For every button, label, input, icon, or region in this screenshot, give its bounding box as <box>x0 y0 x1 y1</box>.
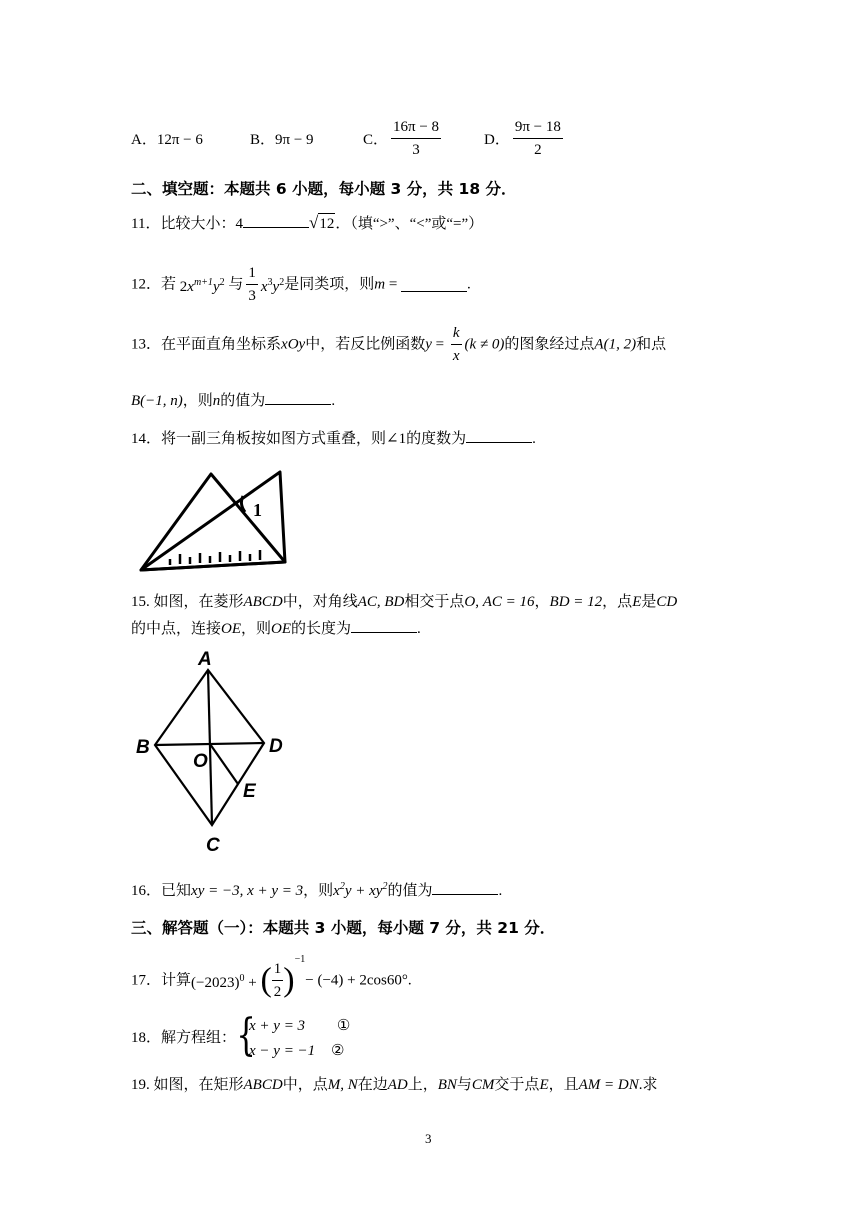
segment-oe-line <box>210 744 238 784</box>
question-number: 17． <box>131 972 162 989</box>
denominator: x <box>452 348 460 364</box>
question-text: 中，对角线 <box>282 594 358 610</box>
equation-2 <box>249 1041 344 1061</box>
question-text: ，则 <box>241 621 272 637</box>
question-text: 交于点 <box>494 1077 540 1093</box>
denominator: 2 <box>273 984 282 1001</box>
period: . <box>407 972 412 989</box>
question-text: 解方程组： <box>161 1030 237 1046</box>
equation-1-text: x + y = 3 <box>249 1018 306 1034</box>
option-b-label: B． <box>250 132 276 148</box>
coordinate-system: xOy <box>281 336 306 353</box>
equation-2-text: x − y = −1 <box>249 1043 316 1059</box>
option-c <box>363 116 444 161</box>
variable-n: n <box>212 393 221 409</box>
question-number: 13． <box>131 336 162 353</box>
vertex-d-label: D <box>269 736 283 757</box>
term-2: $x^3y^2$ <box>260 276 285 295</box>
question-text: 的图象经过点 <box>504 336 595 353</box>
option-a-label: A． <box>131 132 157 148</box>
question-text: ，点 <box>602 594 633 610</box>
exponent-neg1: −1 <box>294 954 306 965</box>
point-e-label: E <box>243 781 256 802</box>
points-mn: M, N <box>327 1077 358 1093</box>
period: . <box>331 393 336 409</box>
angle-1-label: 1 <box>253 500 262 520</box>
question-text: 若 <box>161 276 177 293</box>
question-text: 的长度为 <box>291 621 352 637</box>
radicand: 12 <box>318 213 335 234</box>
option-d-numerator: 9π − 18 <box>513 116 563 139</box>
answer-blank[interactable] <box>243 213 309 228</box>
option-d-denominator: 2 <box>534 142 542 158</box>
equals-sign: = <box>385 276 402 293</box>
option-d <box>484 116 566 161</box>
point-o: O <box>464 594 476 610</box>
answer-blank[interactable] <box>351 618 417 633</box>
ac-length: AC = 16 <box>482 594 535 610</box>
question-text: .求 <box>638 1077 658 1093</box>
option-b <box>250 128 314 149</box>
q13-fraction <box>451 322 462 367</box>
question-text: 的中点，连接 <box>131 621 222 637</box>
question-number: 14． <box>131 431 162 447</box>
page-number: 3 <box>425 1131 432 1146</box>
segment-bn: BN <box>437 1077 457 1093</box>
period: . <box>417 621 421 637</box>
segment-cm: CM <box>471 1077 495 1093</box>
vertex-c-label: C <box>206 835 220 855</box>
segment-oe: OE <box>271 621 292 637</box>
question-12 <box>131 262 471 307</box>
question-text: 如图，在矩形 <box>153 1077 244 1093</box>
question-text: 在边 <box>357 1077 388 1093</box>
denominator: 3 <box>248 288 256 304</box>
question-13-line-2 <box>131 390 335 411</box>
answer-blank[interactable] <box>432 880 498 895</box>
equation-2-mark: ② <box>330 1043 345 1059</box>
rectangle-abcd: ABCD <box>243 1077 283 1093</box>
option-c-denominator: 3 <box>412 142 420 158</box>
option-d-label: D． <box>484 132 510 148</box>
question-text: ，则 <box>303 883 334 899</box>
expression: $x^2y + xy^2$ <box>333 881 388 899</box>
question-19 <box>131 1075 658 1095</box>
system-brace: { <box>236 1010 256 1061</box>
question-text: 是 <box>641 594 657 610</box>
option-d-fraction <box>513 116 563 161</box>
answer-blank[interactable] <box>401 277 467 292</box>
question-text: 在平面直角坐标系 <box>161 336 282 353</box>
equation-1 <box>249 1016 350 1036</box>
question-text: 比较大小：4 <box>160 216 243 232</box>
question-text: 与 <box>456 1077 472 1093</box>
point-a: A(1, 2) <box>594 336 637 353</box>
segment-oe: OE <box>221 621 242 637</box>
answer-blank[interactable] <box>265 390 331 405</box>
question-11: 11．比较大小：4 √12．（填“>”、“<”或“=”） <box>131 213 484 232</box>
question-number: 15. <box>131 594 150 610</box>
question-text: 如图，在菱形 <box>153 594 244 610</box>
section-2-title: 二、填空题：本题共 6 小题，每小题 3 分，共 18 分． <box>131 180 517 198</box>
vertex-a-label: A <box>198 649 212 670</box>
q12-fraction <box>246 262 258 307</box>
equation-1-mark: ① <box>336 1018 351 1034</box>
condition: (k ≠ 0) <box>464 336 505 353</box>
section-3-title: 三、解答题（一）：本题共 3 小题，每小题 7 分，共 21 分． <box>131 919 556 937</box>
numerator: k <box>451 322 462 345</box>
question-text: ，且 <box>548 1077 579 1093</box>
question-number: 16． <box>131 883 162 899</box>
question-text: 将一副三角板按如图方式重叠，则∠1的度数为 <box>161 431 467 447</box>
question-number: 19. <box>131 1077 150 1093</box>
function-y: y <box>425 336 432 353</box>
question-text: 是同类项，则 <box>284 276 375 293</box>
bd-length: BD = 12 <box>549 594 603 610</box>
question-text: 已知 <box>161 883 192 899</box>
term-1: $2x^{m+1}y^2$ <box>179 276 225 295</box>
expression-rest: − (−4) + 2cos60° <box>305 972 408 989</box>
period: . <box>532 431 536 447</box>
numerator: 1 <box>272 958 284 981</box>
question-14 <box>131 428 536 449</box>
point-e: E <box>632 594 642 610</box>
base: (−2023) <box>191 974 240 991</box>
rhombus-abcd: ABCD <box>243 594 283 610</box>
question-text: 的值为 <box>387 883 433 899</box>
question-number: 18． <box>131 1030 162 1046</box>
question-text: 上， <box>407 1077 438 1093</box>
question-text: 相交于点 <box>404 594 465 610</box>
option-a-value: 12π − 6 <box>156 132 203 148</box>
option-c-label: C． <box>363 132 389 148</box>
center-o-label: O <box>193 751 208 772</box>
question-text: 和点 <box>636 336 667 353</box>
question-15: 15. 如图，在菱形ABCD中，对角线AC, BD相交于点O, AC = 16，BD = 12，点E是CD <box>131 594 678 610</box>
option-a <box>131 128 203 149</box>
numerator: 1 <box>246 262 258 285</box>
set-square-right <box>141 472 285 570</box>
triangle-rulers-figure <box>135 462 295 577</box>
question-text: 与 <box>228 276 244 293</box>
question-text: 中，点 <box>282 1077 328 1093</box>
question-number: 12． <box>131 276 162 293</box>
period: . <box>498 883 503 899</box>
question-15-line-2 <box>131 618 421 639</box>
condition: AM = DN <box>578 1077 639 1093</box>
point-b: B(−1, n) <box>131 393 183 409</box>
q17-fraction <box>272 958 284 1003</box>
segment-cd: CD <box>656 594 678 610</box>
rhombus-figure <box>130 645 300 855</box>
question-13 <box>131 322 666 367</box>
variable-m: m <box>374 276 386 293</box>
question-text: 的值为 <box>220 393 266 409</box>
question-17: 17．计算$(-2023)^0$ + ( $\frac{1}{2}$ )$^{-1}$− (−4) + 2cos60°. <box>131 950 412 1003</box>
exponent-0: 0 <box>239 972 245 984</box>
vertex-b-label: B <box>136 737 150 758</box>
question-18 <box>131 1028 236 1048</box>
question-number: 11． <box>131 216 161 232</box>
condition: xy = −3, x + y = 3 <box>191 883 304 899</box>
question-text: ，则 <box>182 393 213 409</box>
option-c-numerator: 16π − 8 <box>391 116 441 139</box>
question-16 <box>131 877 502 901</box>
equals-sign: = <box>431 336 448 353</box>
question-text: 中，若反比例函数 <box>305 336 426 353</box>
segment-ad: AD <box>387 1077 408 1093</box>
answer-blank[interactable] <box>466 428 532 443</box>
diagonals: AC, BD <box>357 594 405 610</box>
base-term: $(-2023)^0$ + <box>191 972 261 991</box>
question-text: ．（填“>”、“<”或“=”） <box>335 216 484 232</box>
point-e: E <box>539 1077 549 1093</box>
option-b-value: 9π − 9 <box>275 132 314 148</box>
option-c-fraction <box>391 116 441 161</box>
question-text: 计算 <box>161 972 192 989</box>
period: . <box>467 276 471 293</box>
